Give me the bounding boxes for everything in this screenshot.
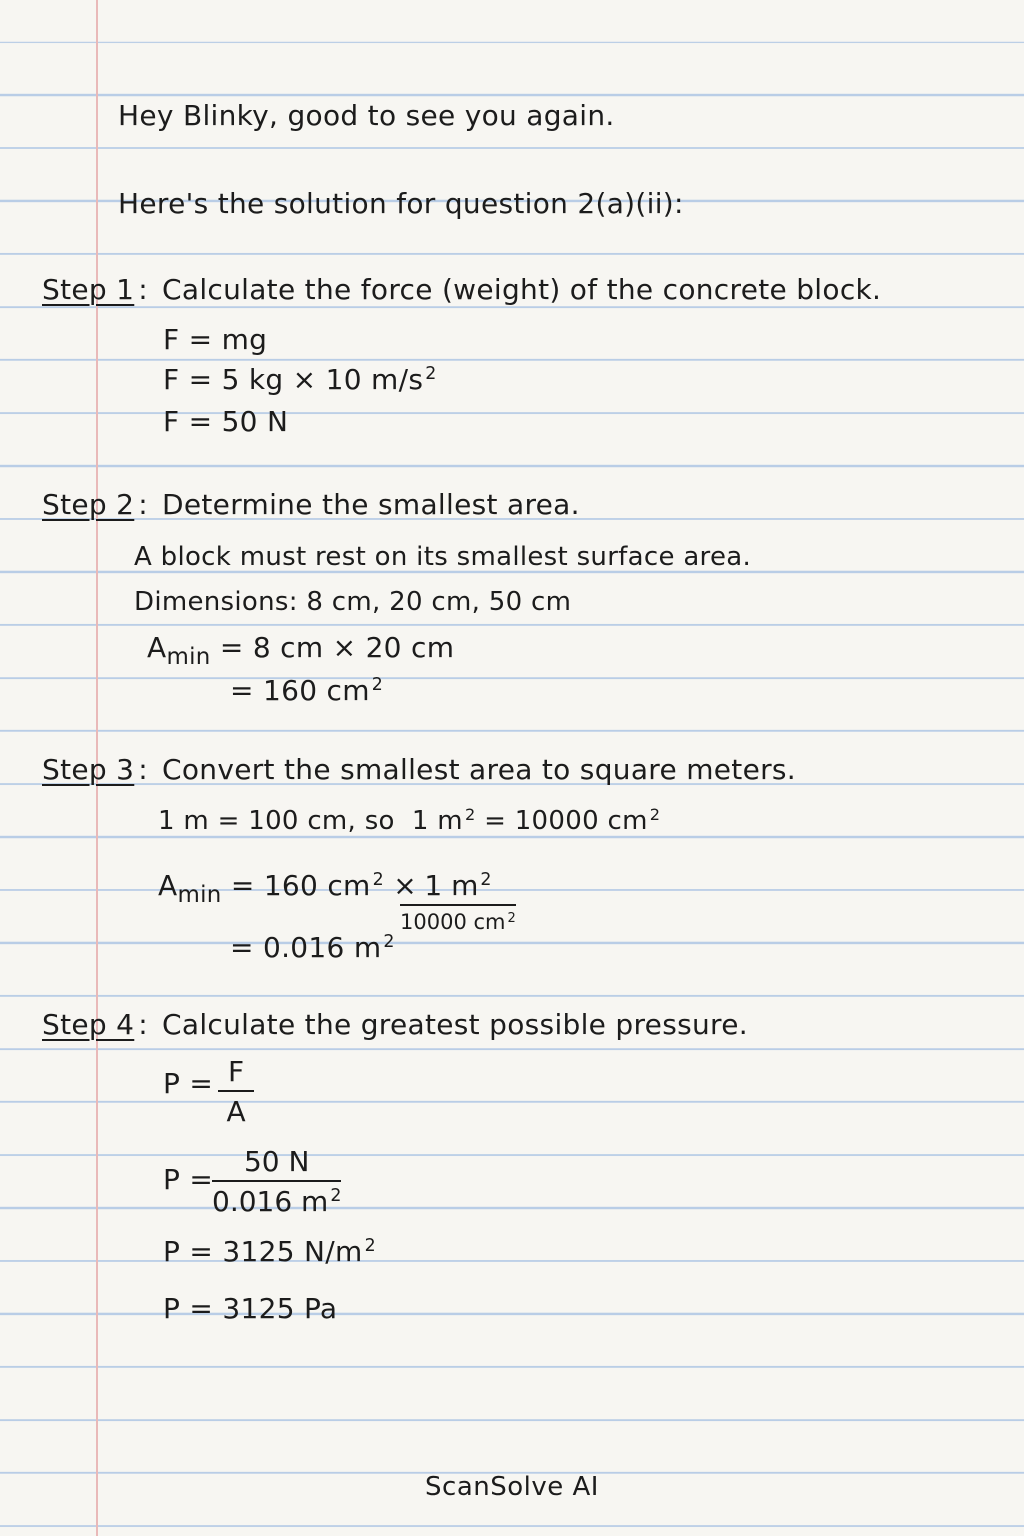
step-3-equation-1: $A_{min} = 160$ cm $^2$ ×: [158, 869, 417, 908]
step-1-equation-3: F = 50 N: [163, 405, 289, 438]
step-3-equation-2: = 0.016 m $^2$: [230, 931, 395, 964]
step-4-title: Calculate the greatest possible pressure.: [162, 1008, 748, 1041]
step-4-p-equals-2: P =: [163, 1163, 214, 1196]
step-1-equation-2: F = 5 kg × 10 m/s $^2$: [163, 363, 437, 396]
step-2-line-2: Dimensions: 8 cm, 20 cm, 50 cm: [134, 587, 572, 617]
step-2-label: Step 2: [42, 488, 135, 521]
step-2-heading: Step 2 : Determine the smallest area.: [42, 488, 580, 521]
step-2-equation-1: $A_{min} = 8$ cm × 20 cm: [147, 631, 455, 670]
step-1-heading: Step 1 : Calculate the force (weight) of the concrete block.: [42, 273, 882, 306]
footer-brand: ScanSolve AI: [425, 1472, 599, 1502]
step-2-line-1: A block must rest on its smallest surface area.: [134, 542, 752, 572]
step-2-equation-2: = 160 cm $^2$: [230, 674, 384, 707]
step-1-label: Step 1: [42, 273, 135, 306]
step-4-p-equals-1: P =: [163, 1067, 214, 1100]
step-2-title: Determine the smallest area.: [162, 488, 580, 521]
step-4-fraction-f-over-a: $\frac{F}{A}$: [218, 1058, 254, 1126]
step-4-equation-3: P = 3125 N/m $^2$: [163, 1235, 376, 1268]
step-4-heading: Step 4 : Calculate the greatest possible pressure.: [42, 1008, 748, 1041]
step-3-label: Step 3: [42, 753, 135, 786]
step-3-conversion-fraction: 1 m $^2$ 10000 cm $^2$: [400, 869, 516, 934]
step-1-title: Calculate the force (weight) of the concrete block.: [162, 273, 882, 306]
step-3-conversion: 1 m = 100 cm, so 1 m $^2$ = 10000 cm $^2$: [158, 805, 661, 836]
step-4-equation-4: P = 3125 Pa: [163, 1292, 338, 1325]
intro-text: Here's the solution for question 2(a)(ii):: [118, 187, 684, 220]
step-4-fraction-values: $\frac{50 N}{0.016 m ^2}$: [212, 1145, 342, 1218]
step-3-title: Convert the smallest area to square meters.: [162, 753, 797, 786]
greeting-text: Hey Blinky, good to see you again.: [118, 99, 615, 132]
step-1-equation-1: F = mg: [163, 323, 268, 356]
step-4-label: Step 4: [42, 1008, 135, 1041]
step-3-heading: Step 3 : Convert the smallest area to square meters.: [42, 753, 797, 786]
